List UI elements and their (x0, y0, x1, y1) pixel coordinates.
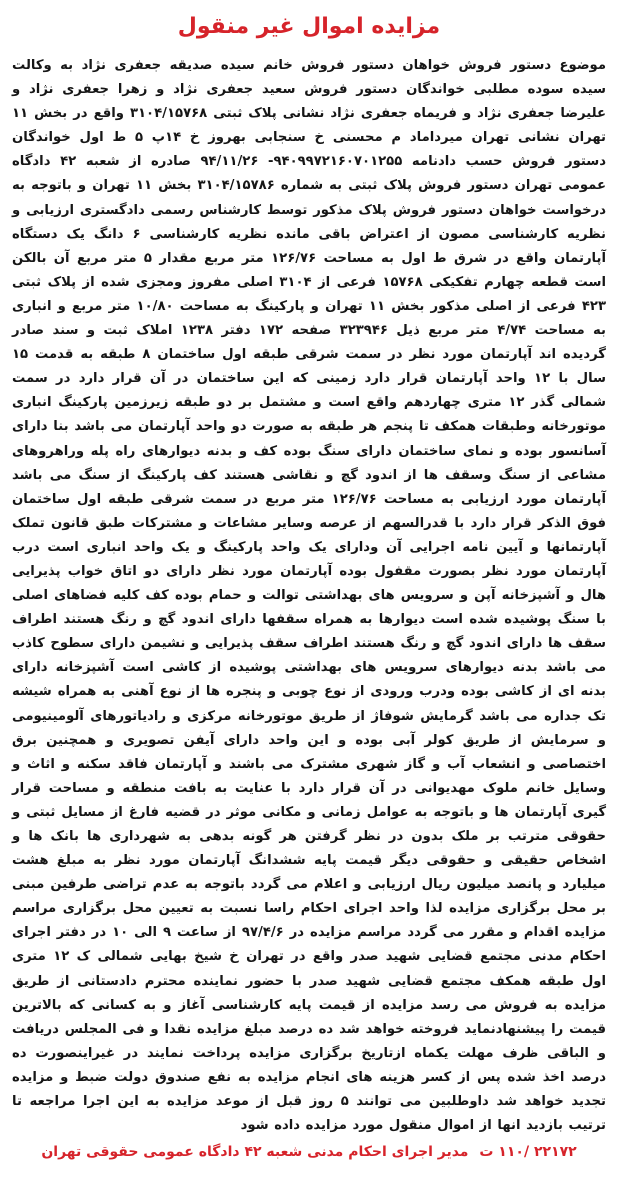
notice-body: موضوع دستور فروش خواهان دستور فروش خانم سیده صدیقه جعفری نژاد به وکالت سیده سوده مطلبی خواندگان دستور فروش سعید جعفری نژاد و زهرا جعفری نژاد و علیرضا جعفری نژاد و فریماه جعفری نژاد نشانی پلاک ثبتی ۳۱۰۴/۱۵۷۶۸ واقع در بخش ۱۱ تهران نشانی تهران میرداماد م محسنی خ سنجابی بهروز خ ۱۴پ ۵ ط اول خواندگان دستور فروش حسب دادنامه ۹۴۰۹۹۷۲۱۶۰۷۰۱۲۵۵- ۹۴/۱۱/۲۶ صادره از شعبه ۴۲ دادگاه عمومی تهران دستور فروش پلاک ثبتی به شماره ۳۱۰۴/۱۵۷۸۶ بخش ۱۱ تهران و باتوجه به درخواست خواهان دستور فروش پلاک مذکور توسط کارشناس رسمی دادگستری ارزیابی و نظریه کارشناسی مصون از اعتراض باقی مانده نظریه کارشناسی ۶ دانگ یک دستگاه آپارتمان واقع در شرق ط اول به مساحت ۱۲۶/۷۶ متر مربع مقدار ۵ متر مربع آن بالکن است قطعه چهارم تفکیکی ۱۵۷۶۸ فرعی از ۳۱۰۴ اصلی مفروز ومجزی شده از پلاک ثبتی ۴۲۳ فرعی از اصلی مذکور بخش ۱۱ تهران و پارکینگ به مساحت ۱۰/۸۰ متر مربع و انباری به مساحت ۴/۷۴ متر مربع ذیل ۳۲۳۹۴۶ صفحه ۱۷۲ دفتر ۱۲۳۸ املاک ثبت و سند صادر گردیده اند آپارتمان مورد نظر در سمت شرقی طبقه اول ساختمان ۸ طبقه به قدمت ۱۵ سال با ۱۲ واحد آپارتمان قرار دارد زمینی که این ساختمان در آن قرار دارد در سمت شمالی گذر ۱۲ متری چهاردهم واقع است و مشتمل بر دو طبقه زیرزمین پارکینگ انباری موتورخانه وطبقات همکف تا پنجم هر طبقه به صورت دو واحد آپارتمان می باشد بنا دارای آسانسور بوده و نمای ساختمان دارای سنگ بوده کف و بدنه دیوارهای راه پله وراهروهای مشاعی از سنگ وسقف ها از اندود گچ و نقاشی هستند کف پارکینگ از سنگ می باشد آپارتمان مورد ارزیابی به مساحت ۱۲۶/۷۶ متر مربع در سمت شرقی طبقه اول ساختمان فوق الذکر قرار دارد با قدرالسهم از عرصه وسایر مشاعات و مشترکات طبق قانون تملک آپارتمانها و آیین نامه اجرایی آن ودارای یک واحد پارکینگ و یک واحد انباری است درب آپارتمان مورد نظر بصورت مقفول بوده آپارتمان مورد نظر دارای دو اتاق خواب پذیرایی هال و آشپزخانه آپن و سرویس های بهداشتی توالت و حمام بوده کف کلیه فضاهای اصلی با سنگ پوشیده شده است دیوارها به همراه سقفها دارای اندود گچ و رنگ هستند اطراف سقف ها دارای اندود گچ و رنگ هستند اطراف سقف پذیرایی و نشیمن دارای سطوح کاذب می باشد بدنه دیوارهای سرویس های بهداشتی پوشیده از کاشی است آشپزخانه دارای بدنه ای از کاشی بوده ودرب ورودی از نوع چوبی و پنجره ها از نوع آهنی به همراه شیشه تک جداره می باشد گرمایش شوفاژ از طریق موتورخانه مرکزی و رادیاتورهای آلومینیومی و سرمایش از طریق کولر آبی بوده و این واحد دارای آیفن تصویری و همچنین برق اختصاصی و انشعاب آب و گاز شهری مشترک می باشند و آپارتمان فاقد سکنه و اثاث و وسایل خانم ملوک مهدیوانی در آن قرار دارد با عنایت به بافت منطقه و مساحت قرار گیری آپارتمان ها و باتوجه به عوامل زمانی و مکانی موثر در قضیه فارغ از مسایل ثبتی و حقوقی مترتب بر ملک بدون در نظر گرفتن هر گونه بدهی به شهرداری ها بانک ها و اشخاص حقیقی و حقوقی دیگر قیمت پایه ششدانگ آپارتمان مورد نظر به مبلغ هشت میلیارد و پانصد میلیون ریال ارزیابی و اعلام می گردد باتوجه به عدم تراضی طرفین مبنی بر محل برگزاری مزایده لذا واحد اجرای احکام راسا نسبت به تعیین محل برگزاری مراسم مزایده اقدام و مقرر می گردد مراسم مزایده در ۹۷/۴/۶ از ساعت ۹ الی ۱۰ در دفتر اجرای احکام مدنی مجتمع قضایی شهید صدر واقع در تهران خ شیخ بهایی شمالی ک ۱۲ متری اول طبقه همکف مجتمع قضایی شهید صدر با حضور نماینده محترم دادستانی از طریق مزایده به فروش می رسد مزایده از قیمت پایه کارشناسی آغاز و به کسانی که بالاترین قیمت را پیشنهادنماید فروخته خواهد شد ده درصد مبلغ مزایده نقدا و فی المجلس دریافت و الباقی ظرف مهلت یکماه ازتاریخ برگزاری مزایده پرداخت نمایند در غیراینصورت ده درصد اخذ شده پس از کسر هزینه های انجام مزایده به نفع صندوق دولت ضبط و مزایده تجدید خواهد شد داوطلبین می توانند ۵ روز قبل از موعد مزایده به این اجرا مراجعه تا ترتیب بازدید انها از اموال منقول مورد مزایده داده شود (12, 58, 607, 1134)
title-container (12, 8, 606, 46)
notice-title: مزایده اموال غیر منقول (177, 14, 441, 39)
footer-reference-number: ۲۲۱۷۲ /۱۱۰ ت (479, 1144, 577, 1161)
notice-footer (12, 1140, 606, 1164)
footer-signature: مدیر اجرای احکام مدنی شعبه ۴۲ دادگاه عمومی حقوقی تهران (41, 1144, 469, 1161)
